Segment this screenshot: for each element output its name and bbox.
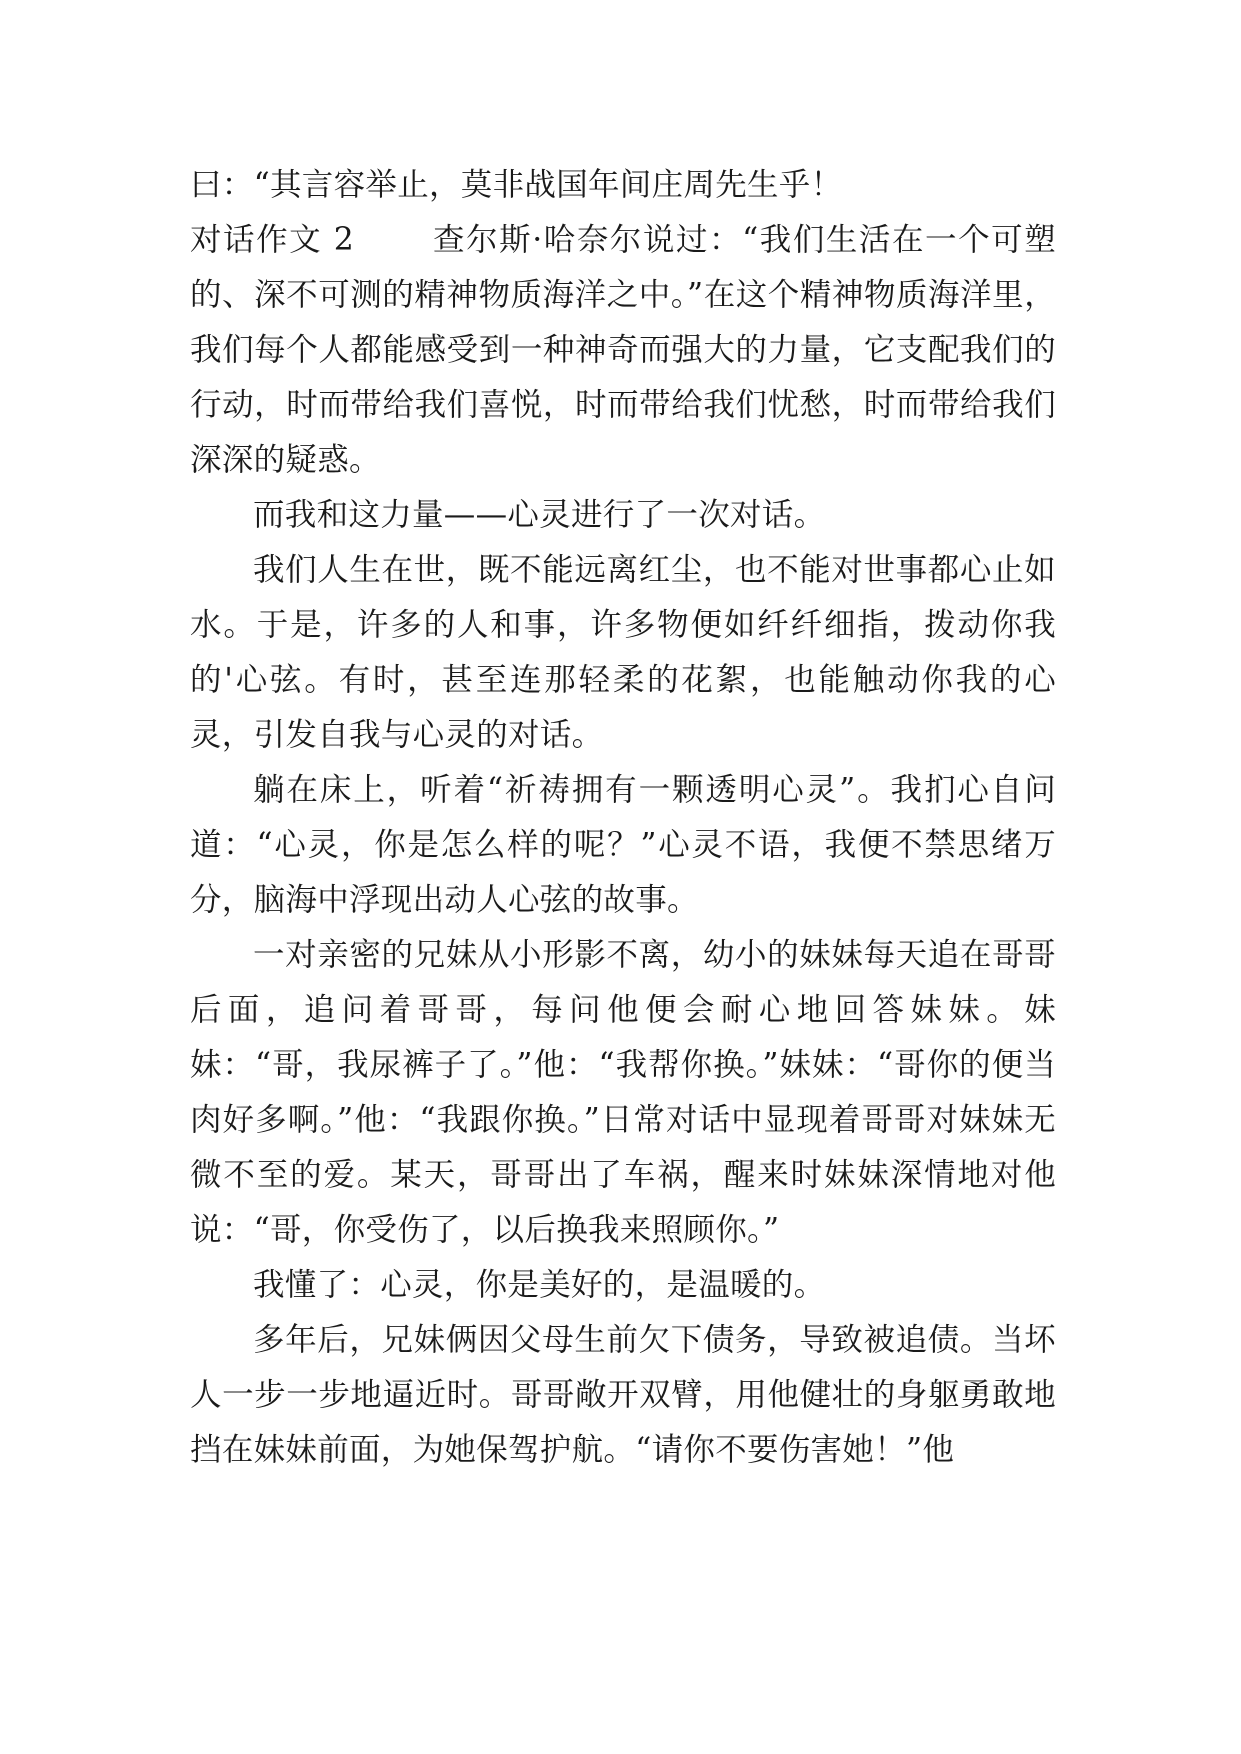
paragraph-dialogue-intro: 而我和这力量——心灵进行了一次对话。 <box>253 497 826 533</box>
paragraph-understanding: 我懂了：心灵，你是美好的，是温暖的。 <box>253 1267 826 1303</box>
paragraph-heartstrings: 我们人生在世，既不能远离红尘，也不能对世事都心止如水。于是，许多的人和事，许多物便如纤纤细指，拨动你我的'心弦。有时，甚至连那轻柔的花絮，也能触动你我的心灵，引发自我与心灵的对话。 <box>190 552 1056 753</box>
paragraph-continuation: 曰：“其言容举止，莫非战国年间庄周先生乎！ <box>190 167 843 203</box>
paragraph-siblings-story: 一对亲密的兄妹从小形影不离，幼小的妹妹每天追在哥哥后面，追问着哥哥，每问他便会耐心地回答妹妹。妹妹：“哥，我尿裤子了。”他：“我帮你换。”妹妹：“哥你的便当肉好多啊。”他：“我跟你换。”日常对话中显现着哥哥对妹妹无微不至的爱。某天，哥哥出了车祸，醒来时妹妹深情地对他说：“哥，你受伤了，以后换我来照顾你。” <box>190 937 1056 1248</box>
paragraph-essay-2-opening: 对话作文 2 查尔斯·哈奈尔说过：“我们生活在一个可塑的、深不可测的精神物质海洋之中。”在这个精神物质海洋里，我们每个人都能感受到一种神奇而强大的力量，它支配我们的行动，时而带给我们喜悦，时而带给我们忧愁，时而带给我们深深的疑惑。 <box>190 222 1056 478</box>
paragraph-lying-in-bed: 躺在床上，听着“祈祷拥有一颗透明心灵”。我扪心自问道：“心灵，你是怎么样的呢？”心灵不语，我便不禁思绪万分，脑海中浮现出动人心弦的故事。 <box>190 772 1056 918</box>
paragraph-years-later: 多年后，兄妹俩因父母生前欠下债务，导致被追债。当坏人一步一步地逼近时。哥哥敞开双臂，用他健壮的身躯勇敢地挡在妹妹前面，为她保驾护航。“请你不要伤害她！”他 <box>190 1322 1056 1468</box>
essay-body <box>190 158 1056 1478</box>
